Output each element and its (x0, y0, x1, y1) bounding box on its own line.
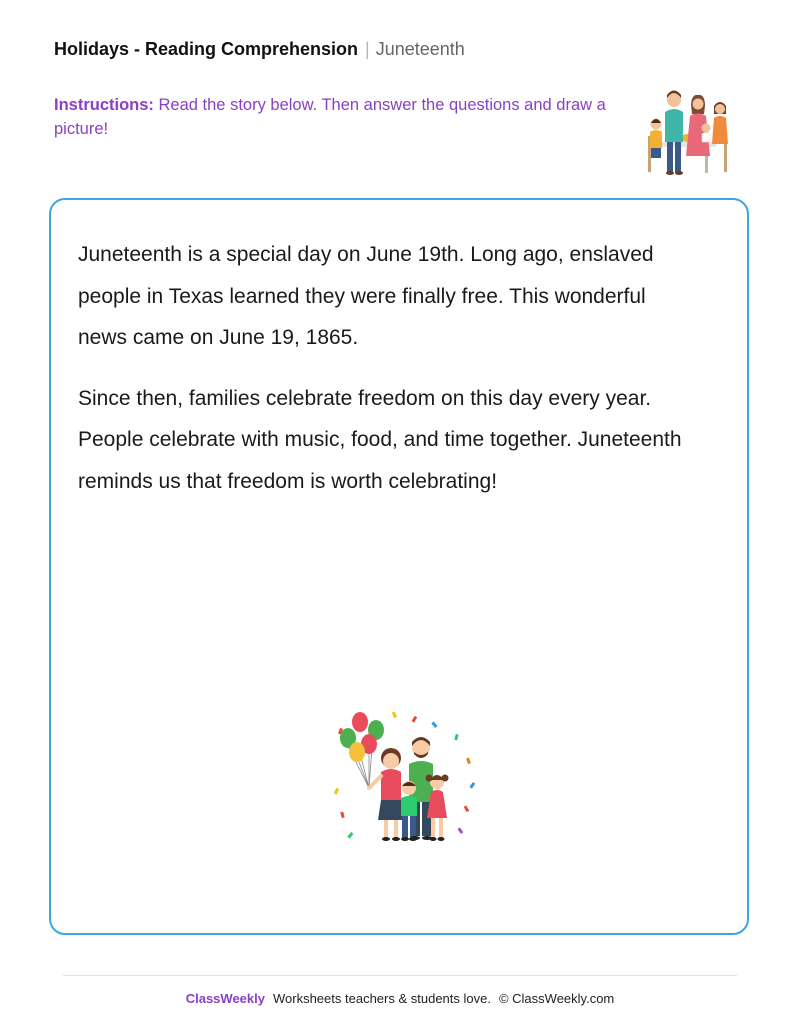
shoe (675, 171, 683, 175)
mom-shirt (381, 769, 401, 800)
mom-face (383, 753, 399, 769)
footer-divider (63, 975, 737, 976)
worksheet-header (54, 37, 465, 61)
confetti (466, 757, 471, 764)
confetti (431, 721, 437, 728)
family-balloons-celebration-illustration (329, 708, 479, 852)
shoe (666, 171, 674, 175)
instructions (54, 93, 614, 141)
shoe (382, 837, 390, 841)
confetti (347, 832, 353, 839)
balloon-red (352, 712, 368, 732)
mom-skirt (378, 800, 404, 820)
story-paragraph: Juneteenth is a special day on June 19th. Long ago, enslaved people in Texas learned they were finally free. This wonderful news came on June 19, 1865. (78, 243, 654, 349)
boy-shirt (650, 130, 662, 148)
confetti (454, 734, 458, 741)
girl-pigtail (442, 775, 449, 782)
mom-leg (394, 820, 398, 838)
instructions-text: Read the story below. Then answer the questions and draw a picture! (54, 96, 606, 138)
footer-copyright: © ClassWeekly.com (498, 991, 615, 1006)
story-box (49, 198, 749, 935)
boy-shorts (651, 148, 661, 158)
boy-leg (410, 816, 416, 838)
family-dinner-illustration (638, 84, 738, 180)
dad-shirt (665, 109, 683, 142)
confetti (457, 827, 463, 834)
worksheet-topic: Juneteenth (375, 39, 465, 59)
footer (0, 990, 800, 1008)
confetti (469, 782, 475, 789)
shoe (409, 837, 417, 841)
balloon-yellow (349, 742, 365, 762)
story-text (78, 234, 698, 521)
balloon-string (359, 762, 369, 788)
boy-hair (651, 119, 661, 123)
title-separator: | (365, 39, 370, 59)
confetti (412, 716, 418, 723)
girl-shirt (712, 116, 728, 144)
boy-shirt (401, 796, 417, 816)
confetti (464, 805, 470, 812)
child-head (702, 124, 711, 133)
confetti (392, 711, 397, 718)
story-paragraph: Since then, families celebrate freedom on this day every year. People celebrate with music, food, and time together. Juneteenth reminds us that freedom is worth celebrating! (78, 386, 682, 493)
shoe (401, 837, 409, 841)
worksheet-title: Holidays - Reading Comprehension (54, 39, 359, 59)
shoe (430, 837, 437, 841)
footer-brand[interactable]: ClassWeekly (185, 991, 265, 1006)
confetti (340, 812, 344, 819)
mom-arm (369, 776, 381, 788)
girl-face (715, 104, 725, 114)
dad-leg (667, 142, 673, 172)
girl-pigtail (426, 775, 433, 782)
girl-leg (439, 818, 443, 838)
confetti (334, 788, 339, 795)
dad-leg (675, 142, 681, 172)
shoe (392, 837, 400, 841)
girl-leg (431, 818, 435, 838)
footer-tagline: Worksheets teachers & students love. (272, 991, 491, 1006)
dad-shirt (409, 761, 433, 802)
mom-leg (384, 820, 388, 838)
shoe (438, 837, 445, 841)
instructions-label: Instructions: (54, 96, 154, 114)
child-shirt (702, 133, 710, 143)
boy-leg (402, 816, 408, 838)
mom-face (693, 99, 704, 110)
